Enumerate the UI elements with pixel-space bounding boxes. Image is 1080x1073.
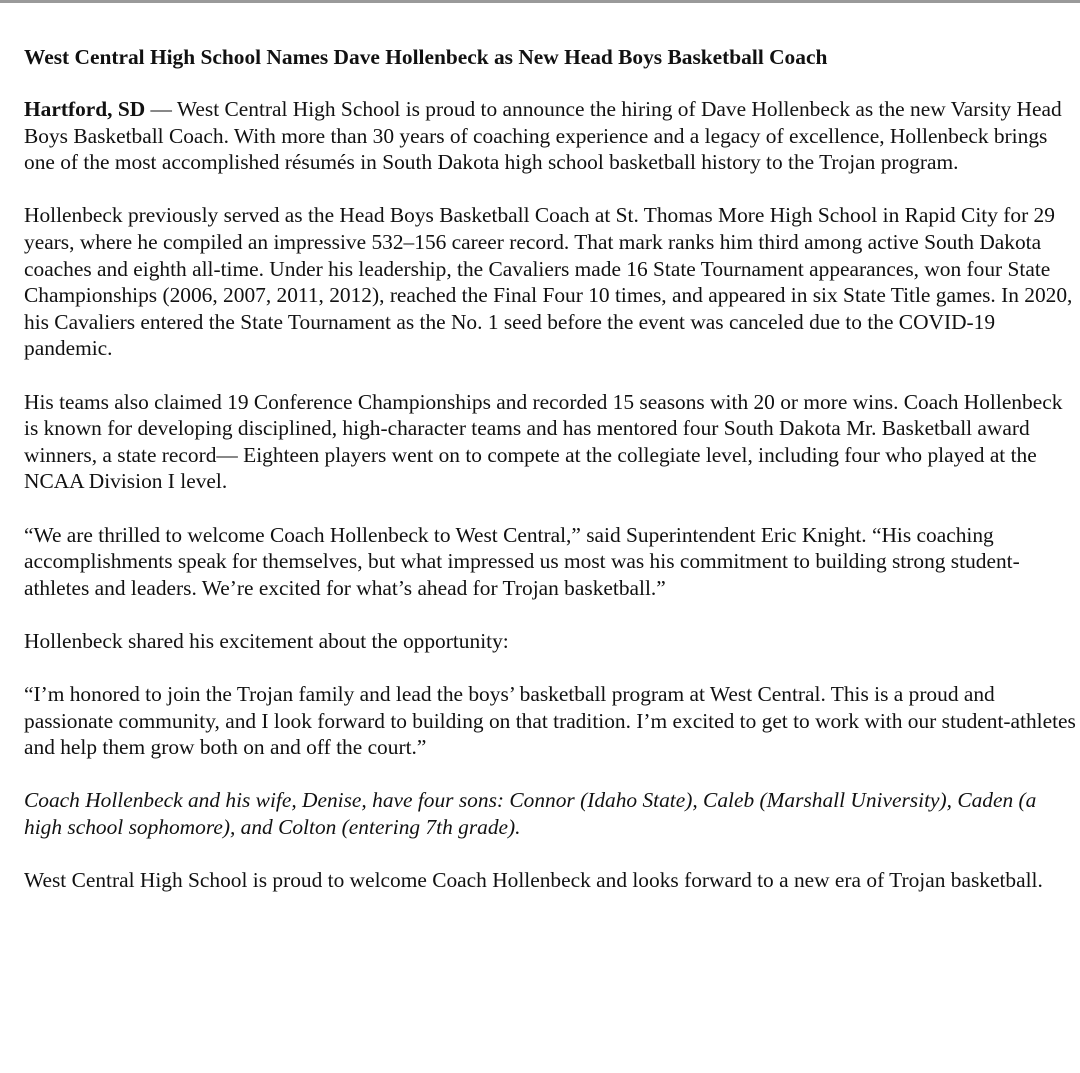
career-paragraph: Hollenbeck previously served as the Head Boys Basketball Coach at St. Thomas More High School in Rapid City for 29 years, where he compiled an impressive 532–156 career record. That mark ranks him third among active South Dakota coaches and eighth all-time. Under his leadership, the Cavaliers made 16 State Tournament appearances, won four State Championships (2006, 2007, 2011, 2012), reached the Final Four 10 times, and appeared in six State Title games. In 2020, his Cavaliers entered the State Tournament as the No. 1 seed before the event was canceled due to the COVID-19 pandemic. <box>24 203 1073 361</box>
superintendent-quote: “We are thrilled to welcome Coach Hollenbeck to West Central,” said Superintendent Eric Knight. “His coaching accomplishments speak for themselves, but what impressed us most was his commitment to building strong student-athletes and leaders. We’re excited for what’s ahead for Trojan basketball.” <box>24 522 1020 600</box>
intro-text: — West Central High School is proud to announce the hiring of Dave Hollenbeck as the new Varsity Head Boys Basketball Coach. With more than 30 years of coaching experience and a legacy of excellence, Hollenbeck brings one of the most accomplished résumés in South Dakota high school basketball history to the Trojan program. <box>24 97 1062 175</box>
press-release <box>24 44 1076 920</box>
family-note: Coach Hollenbeck and his wife, Denise, have four sons: Connor (Idaho State), Caleb (Marshall University), Caden (a high school sophomore), and Colton (entering 7th grade). <box>24 788 1037 840</box>
top-divider <box>0 0 1080 3</box>
coach-quote: “I’m honored to join the Trojan family and lead the boys’ basketball program at West Central. This is a proud and passionate community, and I look forward to building on that tradition. I’m excited to get to work with our student-athletes and help them grow both on and off the court.” <box>24 682 1076 760</box>
quote-intro: Hollenbeck shared his excitement about the opportunity: <box>24 628 509 653</box>
dateline: Hartford, SD <box>24 97 146 121</box>
achievements-paragraph: His teams also claimed 19 Conference Championships and recorded 15 seasons with 20 or more wins. Coach Hollenbeck is known for developing disciplined, high-character teams and has mentored four South Dakota Mr. Basketball award winners, a state record— Eighteen players went on to compete at the collegiate level, including four who played at the NCAA Division I level. <box>24 389 1063 494</box>
headline: West Central High School Names Dave Hollenbeck as New Head Boys Basketball Coach <box>24 45 828 69</box>
closing-paragraph: West Central High School is proud to welcome Coach Hollenbeck and looks forward to a new era of Trojan basketball. <box>24 868 1043 893</box>
intro-paragraph <box>24 96 1076 176</box>
